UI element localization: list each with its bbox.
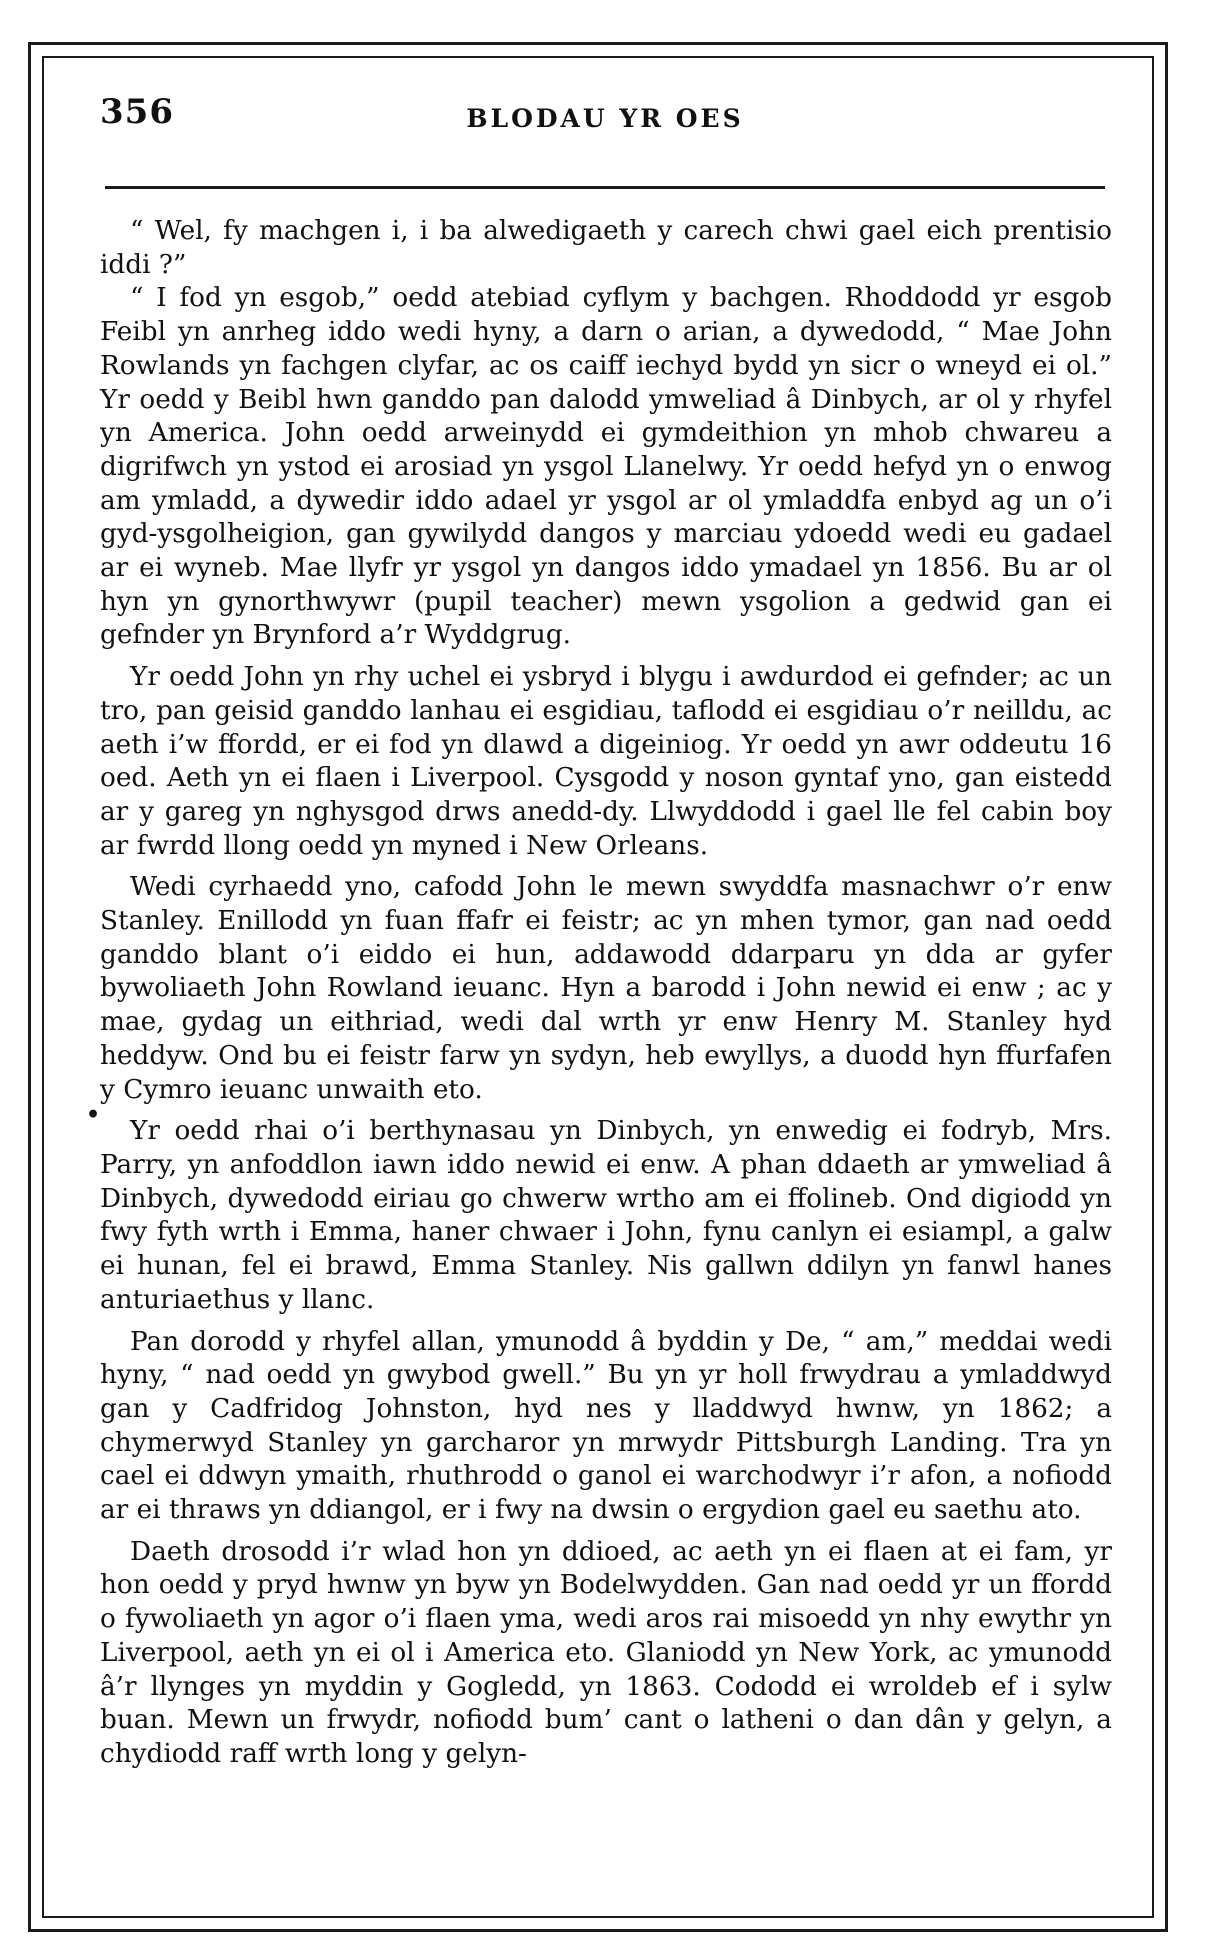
paragraph-2: “ I fod yn esgob,” oedd atebiad cyflym y bachgen. Rhoddodd yr esgob Feibl yn anrheg iddo wedi hyny, a darn o arian, a dywedodd, “ Mae John Rowlands yn fachgen clyfar, ac os caiff iechyd bydd yn sicr o wneyd ei ol.” Yr oedd y Beibl hwn ganddo pan dalodd ymweliad â Dinbych, ar ol y rhyfel yn America. John oedd arweinydd ei gymdeithion yn mhob chwareu a digrifwch yn ystod ei arosiad yn ysgol Llanelwy. Yr oedd hefyd yn o enwog am ymladd, a dywedir iddo adael yr ysgol ar ol ymladdfa enbyd ag un o’i gyd-ysgolheigion, gan gywilydd dangos y marciau ydoedd wedi eu gadael ar ei wyneb. Mae llyfr yr ysgol yn dangos iddo ymadael yn 1856. Bu ar ol hyn yn gynorthwywr (pupil teacher) mewn ysgolion a gedwid gan ei gefnder yn Brynford a’r Wyddgrug. xyxy=(100,283,1112,651)
body-text xyxy=(100,215,1112,1772)
paragraph-6: Pan dorodd y rhyfel allan, ymunodd â byddin y De, “ am,” meddai wedi hyny, “ nad oedd yn gwybod gwell.” Bu yn yr holl frwydrau a ymladdwyd gan y Cadfridog Johnston, hyd nes y lladdwyd hwnw, yn 1862; a chymerwyd Stanley yn garcharor yn mrwydr Pittsburgh Landing. Tra yn cael ei ddwyn ymaith, rhuthrodd o ganol ei warchodwyr i’r afon, a nofiodd ar ei thraws yn ddiangol, er i fwy na dwsin o ergydion gael eu saethu ato. xyxy=(100,1326,1112,1526)
header-rule xyxy=(105,186,1105,189)
paragraph-5: Yr oedd rhai o’i berthynasau yn Dinbych, yn enwedig ei fodryb, Mrs. Parry, yn anfoddlon iawn iddo newid ei enw. A phan ddaeth ar ymweliad â Dinbych, dywedodd eiriau go chwerw wrtho am ei ffolineb. Ond digiodd yn fwy fyth wrth i Emma, haner chwaer i John, fynu canlyn ei esiampl, a galw ei hunan, fel ei brawd, Emma Stanley. Nis gallwn ddilyn yn fanwl hanes anturiaethus y llanc. xyxy=(100,1116,1112,1315)
page-header xyxy=(100,92,1110,152)
running-title: BLODAU YR OES xyxy=(466,104,744,133)
paragraph-7: Daeth drosodd i’r wlad hon yn ddioed, ac aeth yn ei flaen at ei fam, yr hon oedd y pryd hwnw yn byw yn Bodelwydden. Gan nad oedd yr un ffordd o fywoliaeth yn agor o’i flaen yma, wedi aros rai misoedd yn nhy ewythr yn Liverpool, aeth yn ei ol i America eto. Glaniodd yn New York, ac ymunodd â’r llynges yn myddin y Gogledd, yn 1863. Cododd ei wroldeb ef i sylw buan. Mewn un frwydr, nofiodd bum’ cant o latheni o dan dân y gelyn, a chydiodd raff wrth long y gelyn- xyxy=(100,1536,1112,1769)
page-number: 356 xyxy=(100,92,174,132)
paragraph-4: Wedi cyrhaedd yno, cafodd John le mewn swyddfa masnachwr o’r enw Stanley. Enillodd yn fuan ffafr ei feistr; ac yn mhen tymor, gan nad oedd ganddo blant o’i eiddo ei hun, addawodd ddarparu yn dda ar gyfer bywoliaeth John Rowland ieuanc. Hyn a barodd i John newid ei enw ; ac y mae, gydag un eithriad, wedi dal wrth yr enw Henry M. Stanley hyd heddyw. Ond bu ei feistr farw yn sydyn, heb ewyllys, a duodd hyn ffurfafen y Cymro ieuanc unwaith eto. xyxy=(100,872,1112,1105)
paragraph-3: Yr oedd John yn rhy uchel ei ysbryd i blygu i awdurdod ei gefnder; ac un tro, pan geisid ganddo lanhau ei esgidiau, taflodd ei esgidiau o’r neilldu, ac aeth i’w ffordd, er ei fod yn dlawd a digeiniog. Yr oedd yn awr oddeutu 16 oed. Aeth yn ei flaen i Liverpool. Cysgodd y noson gyntaf yno, gan eistedd ar y gareg yn nghysgod drws anedd-dy. Llwyddodd i gael lle fel cabin boy ar fwrdd llong oedd yn myned i New Orleans. xyxy=(100,662,1112,861)
paragraph-1: “ Wel, fy machgen i, i ba alwedigaeth y carech chwi gael eich prentisio iddi ?” xyxy=(100,216,1112,280)
margin-mark: • xyxy=(86,1102,101,1128)
